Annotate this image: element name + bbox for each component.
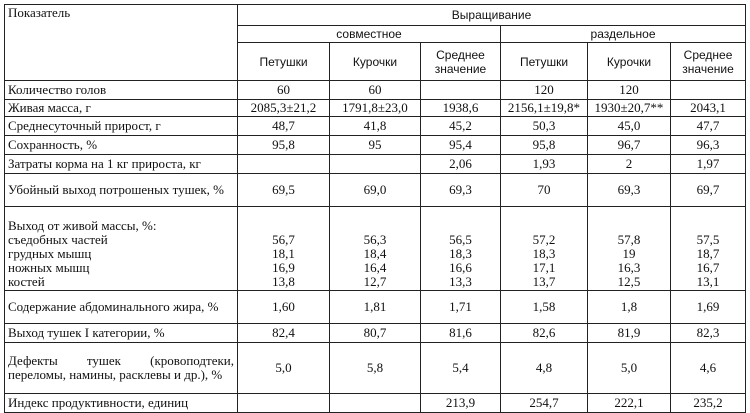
table-cell: 120 [501, 81, 588, 100]
table-cell: 1,93 [501, 155, 588, 174]
table-cell: 5,4 [421, 343, 501, 394]
table-cell: 1,58 [501, 291, 588, 324]
table-cell: 2043,1 [671, 100, 746, 117]
yield-values-cell [421, 207, 501, 291]
poultry-table [4, 4, 746, 413]
table-cell: 1,81 [330, 291, 421, 324]
separate-header: раздельное [501, 26, 746, 43]
table-cell: 81,9 [588, 324, 671, 343]
table-cell: 16,7 [696, 260, 720, 275]
table-cell: 82,4 [238, 324, 330, 343]
table-cell: 80,7 [330, 324, 421, 343]
table-row [5, 117, 746, 136]
row-label: Индекс продуктивности, единиц [5, 394, 238, 413]
table-cell: 50,3 [501, 117, 588, 136]
table-cell: 47,7 [671, 117, 746, 136]
col-header-mean-separate: Среднее значение [671, 43, 746, 81]
table-cell: 56,7 [272, 232, 295, 247]
indicator-header: Показатель [5, 5, 238, 81]
table-cell: 120 [588, 81, 671, 100]
row-label: Выход тушек I категории, % [5, 324, 238, 343]
table-cell: 1791,8±23,0 [330, 100, 421, 117]
table-cell: 60 [330, 81, 421, 100]
table-cell: 96,3 [671, 136, 746, 155]
table-cell: 13,3 [449, 274, 472, 289]
table-cell: 1,69 [671, 291, 746, 324]
table-cell [671, 81, 746, 100]
col-header-hens-separate: Курочки [588, 43, 671, 81]
table-cell: 1,97 [671, 155, 746, 174]
table-row [5, 155, 746, 174]
table-cell: 213,9 [421, 394, 501, 413]
table-cell: 4,8 [501, 343, 588, 394]
table-cell: 1930±20,7** [588, 100, 671, 117]
table-row [5, 174, 746, 207]
table-cell: 13,1 [696, 274, 720, 289]
col-header-mean-joint: Среднее значение [421, 43, 501, 81]
row-label: Убойный выход потрошеных тушек, % [5, 174, 238, 207]
table-cell: 18,3 [532, 246, 556, 261]
table-cell: 1938,6 [421, 100, 501, 117]
table-cell: 56,5 [449, 232, 472, 247]
table-cell: 57,8 [617, 232, 641, 247]
table-cell: 19 [622, 246, 636, 261]
table-row [5, 343, 746, 394]
table-cell: 4,6 [671, 343, 746, 394]
table-cell: 82,6 [501, 324, 588, 343]
table-cell: 69,5 [238, 174, 330, 207]
yield-group-row [5, 207, 746, 291]
table-cell: 70 [501, 174, 588, 207]
table-cell: 57,2 [532, 232, 556, 247]
table-cell: 95,8 [501, 136, 588, 155]
yield-values-cell [671, 207, 746, 291]
joint-header: совместное [238, 26, 501, 43]
yield-group-label-cell [5, 207, 238, 291]
table-cell [330, 394, 421, 413]
table-cell: 95 [330, 136, 421, 155]
table-row [5, 136, 746, 155]
table-cell: 69,7 [671, 174, 746, 207]
table-cell: 95,8 [238, 136, 330, 155]
table-row [5, 394, 746, 413]
table-cell: 69,3 [588, 174, 671, 207]
col-header-cockerels-joint: Петушки [238, 43, 330, 81]
table-cell: 69,3 [421, 174, 501, 207]
yield-values-cell [501, 207, 588, 291]
table-cell: 16,6 [449, 260, 472, 275]
table-cell: 95,4 [421, 136, 501, 155]
table-cell: 254,7 [501, 394, 588, 413]
table-cell: 2085,3±21,2 [238, 100, 330, 117]
table-cell: 69,0 [330, 174, 421, 207]
table-cell: 18,1 [272, 246, 295, 261]
table-cell: 13,7 [532, 274, 556, 289]
col-header-hens-joint: Курочки [330, 43, 421, 81]
row-label: Затраты корма на 1 кг прироста, кг [5, 155, 238, 174]
table-cell: 16,3 [617, 260, 641, 275]
row-label: Дефекты тушек (кровоподтеки, переломы, намины, расклевы и др.), % [5, 343, 238, 394]
col-header-cockerels-separate: Петушки [501, 43, 588, 81]
table-cell: 5,0 [238, 343, 330, 394]
data-table-sheet [4, 4, 745, 413]
table-cell: 5,8 [330, 343, 421, 394]
yield-values-cell [330, 207, 421, 291]
table-cell: 18,7 [696, 246, 720, 261]
table-cell: 222,1 [588, 394, 671, 413]
table-cell: 82,3 [671, 324, 746, 343]
yield-item-label: грудных мышц [8, 246, 92, 261]
yield-group-title: Выход от живой массы, %: [8, 218, 157, 233]
table-cell: 2 [588, 155, 671, 174]
table-cell: 12,5 [617, 274, 641, 289]
table-cell: 2156,1±19,8* [501, 100, 588, 117]
table-cell: 81,6 [421, 324, 501, 343]
table-row [5, 81, 746, 100]
table-cell: 16,9 [272, 260, 295, 275]
table-cell: 1,8 [588, 291, 671, 324]
table-cell: 45,2 [421, 117, 501, 136]
growing-header: Выращивание [238, 5, 746, 26]
yield-values-cell [588, 207, 671, 291]
table-cell: 235,2 [671, 394, 746, 413]
table-cell: 16,4 [363, 260, 387, 275]
yield-item-label: ножных мышц [8, 260, 90, 275]
table-row [5, 291, 746, 324]
table-cell [421, 81, 501, 100]
table-cell: 17,1 [532, 260, 556, 275]
yield-item-label: съедобных частей [8, 232, 108, 247]
table-cell: 56,3 [363, 232, 387, 247]
table-cell [238, 155, 330, 174]
table-cell: 57,5 [696, 232, 720, 247]
row-label: Количество голов [5, 81, 238, 100]
row-label: Среднесуточный прирост, г [5, 117, 238, 136]
table-cell: 96,7 [588, 136, 671, 155]
row-label: Живая масса, г [5, 100, 238, 117]
table-cell: 60 [238, 81, 330, 100]
row-label: Сохранность, % [5, 136, 238, 155]
table-cell: 13,8 [272, 274, 295, 289]
yield-item-label: костей [8, 274, 45, 289]
table-cell: 18,4 [363, 246, 387, 261]
table-cell: 2,06 [421, 155, 501, 174]
table-cell: 1,71 [421, 291, 501, 324]
table-cell: 45,0 [588, 117, 671, 136]
table-cell: 48,7 [238, 117, 330, 136]
table-cell [330, 155, 421, 174]
table-cell: 1,60 [238, 291, 330, 324]
table-cell: 12,7 [363, 274, 387, 289]
row-label: Содержание абдоминального жира, % [5, 291, 238, 324]
table-cell [238, 394, 330, 413]
table-cell: 18,3 [449, 246, 472, 261]
table-row [5, 100, 746, 117]
table-cell: 41,8 [330, 117, 421, 136]
table-cell: 5,0 [588, 343, 671, 394]
yield-values-cell [238, 207, 330, 291]
table-row [5, 324, 746, 343]
